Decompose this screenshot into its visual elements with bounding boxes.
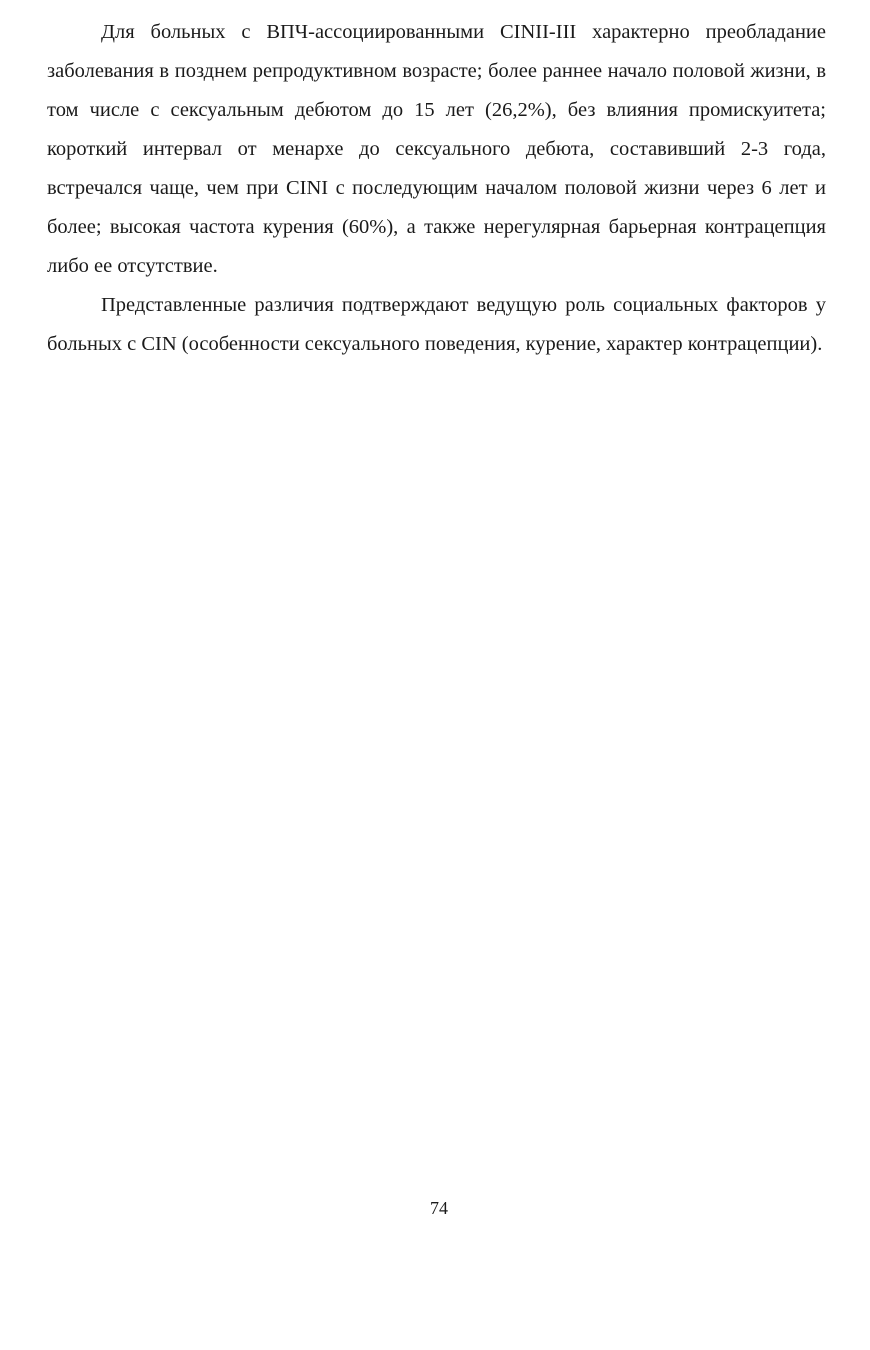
paragraph-1: Для больных с ВПЧ-ассоциированными CINII-III характерно преобладание заболевания в позднем репродуктивном возрасте; более раннее начало половой жизни, в том числе с сексуальным дебютом до 15 лет (26,2%), без влияния промискуитета; короткий интервал от менархе до сексуального дебюта, составивший 2-3 года, встречался чаще, чем при CINI с последующим началом половой жизни через 6 лет и более; высокая частота курения (60%), а также нерегулярная барьерная контрацепция либо ее отсутствие. [47,21,826,277]
paragraph-2: Представленные различия подтверждают ведущую роль социальных факторов у больных с CIN (особенности сексуального поведения, курение, характер контрацепции). [47,294,826,355]
page-body [47,13,826,364]
page-number: 74 [430,1198,448,1218]
